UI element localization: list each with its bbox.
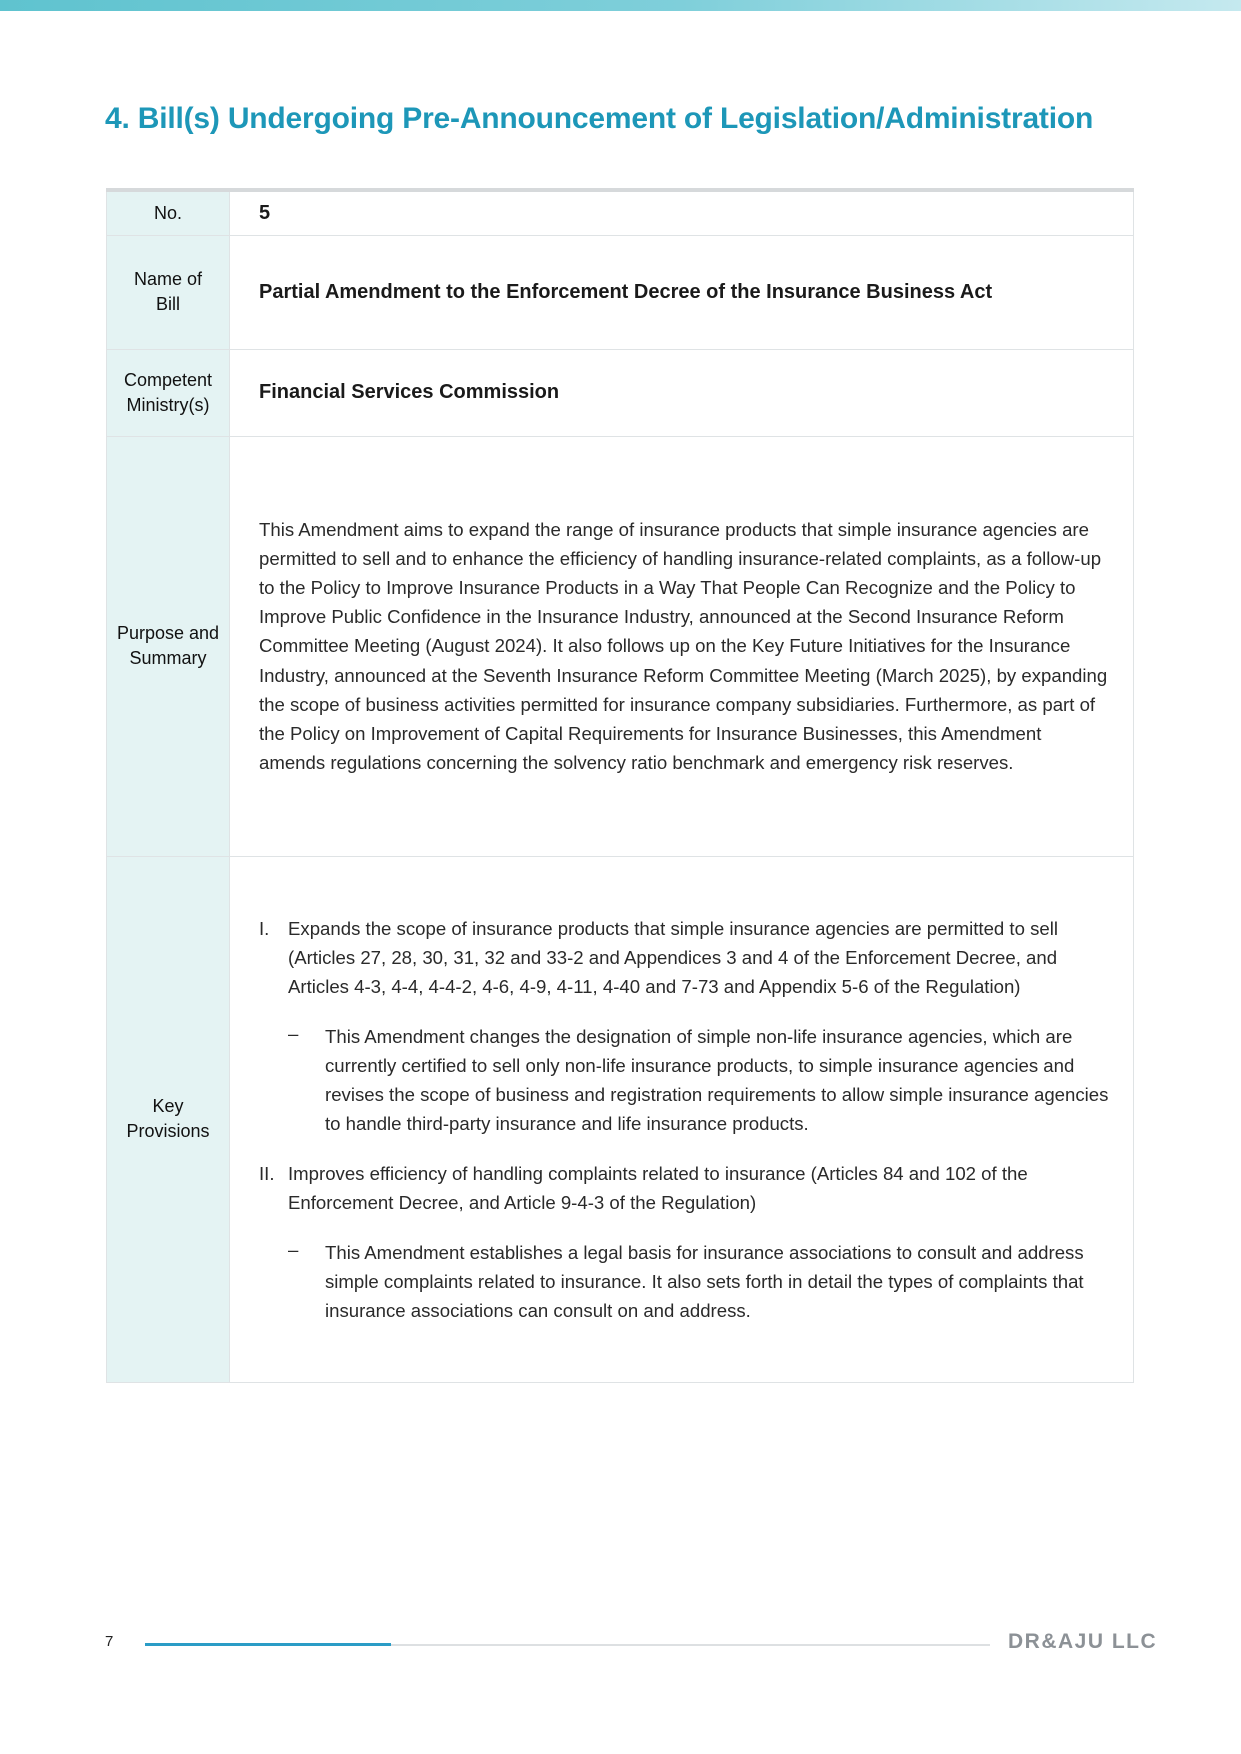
bill-number: 5 [259, 201, 271, 224]
provision-marker: II. [259, 1162, 275, 1184]
bill-name-label-line1: Name of [133, 269, 203, 289]
row-number-label-text: No. [153, 202, 182, 223]
top-accent-bar [0, 0, 1241, 11]
row-bill-name-label [107, 235, 230, 349]
dash-bullet: – [288, 1238, 299, 1260]
row-bill-name-value [230, 235, 1134, 349]
provision-item [259, 1159, 1109, 1325]
purpose-label-line1: Purpose and [116, 623, 220, 643]
row-provisions-label [107, 856, 230, 1382]
provision-sub-text: This Amendment establishes a legal basis for insurance associations to consult and address simple complaints related to insurance. It also sets forth in detail the types of complaints that insurance associations can consult on and address. [325, 1241, 1084, 1321]
provisions-label-line1: Key [152, 1096, 184, 1116]
row-number-label [107, 190, 230, 235]
provision-text: Expands the scope of insurance products that simple insurance agencies are permitted to sell (Articles 27, 28, 30, 31, 32 and 33-2 and Appendices 3 and 4 of the Enforcement Decree, and Articles 4-3, 4-4, 4-4-2, 4-6, 4-9, 4-11, 4-40 and 7-73 and Appendix 5-6 of the Regulation) [288, 917, 1059, 997]
competent-ministry: Financial Services Commission [259, 381, 560, 403]
provisions-list [259, 914, 1109, 1325]
provision-marker: I. [259, 917, 270, 939]
row-number-value [230, 190, 1134, 235]
provision-sub-item [288, 1238, 1109, 1325]
provision-sub-item [288, 1022, 1109, 1138]
page-number: 7 [105, 1633, 114, 1650]
row-provisions-value [230, 856, 1134, 1382]
ministry-label-line2: Ministry(s) [126, 394, 210, 415]
row-ministry [107, 349, 1134, 436]
provision-item [259, 914, 1109, 1138]
row-provisions [107, 856, 1134, 1382]
footer-divider-accent [145, 1643, 391, 1646]
row-purpose-value [230, 436, 1134, 856]
bill-info-table [106, 188, 1134, 1383]
row-ministry-label [107, 349, 230, 436]
bill-name: Partial Amendment to the Enforcement Decree of the Insurance Business Act [259, 280, 993, 303]
provision-sub-text: This Amendment changes the designation of simple non-life insurance agencies, which are currently certified to sell only non-life insurance products, to simple insurance agencies and revises the scope of business and registration requirements to allow simple insurance agencies to handle third-party insurance and life insurance products. [325, 1025, 1109, 1134]
row-purpose [107, 436, 1134, 856]
row-ministry-value [230, 349, 1134, 436]
page-title: 4. Bill(s) Undergoing Pre-Announcement of Legislation/Administration [105, 102, 1094, 135]
provision-text: Improves efficiency of handling complaints related to insurance (Articles 84 and 102 of the Enforcement Decree, and Article 9-4-3 of the Regulation) [288, 1162, 1028, 1213]
dash-bullet: – [288, 1022, 299, 1044]
row-bill-name [107, 235, 1134, 349]
purpose-summary-text: This Amendment aims to expand the range of insurance products that simple insurance agencies are permitted to sell and to enhance the efficiency of handling insurance-related complaints, as a follow-up to the Policy to Improve Insurance Products in a Way That People Can Recognize and the Policy to Improve Public Confidence in the Insurance Industry, announced at the Second Insurance Reform Committee Meeting (August 2024). It also follows up on the Key Future Initiatives for the Insurance Industry, announced at the Seventh Insurance Reform Committee Meeting (March 2025), by expanding the scope of business activities permitted for insurance company subsidiaries. Furthermore, as part of the Policy on Improvement of Capital Requirements for Insurance Businesses, this Amendment amends regulations concerning the solvency ratio benchmark and emergency risk reserves. [259, 518, 1108, 774]
provisions-label-line2: Provisions [126, 1121, 210, 1141]
bill-name-label-line2: Bill [155, 294, 180, 314]
purpose-label-line2: Summary [129, 648, 207, 668]
ministry-label-line1: Competent [123, 369, 213, 390]
brand-logo: DR&AJU LLC [1008, 1630, 1158, 1653]
row-number [107, 190, 1134, 235]
row-purpose-label [107, 436, 230, 856]
